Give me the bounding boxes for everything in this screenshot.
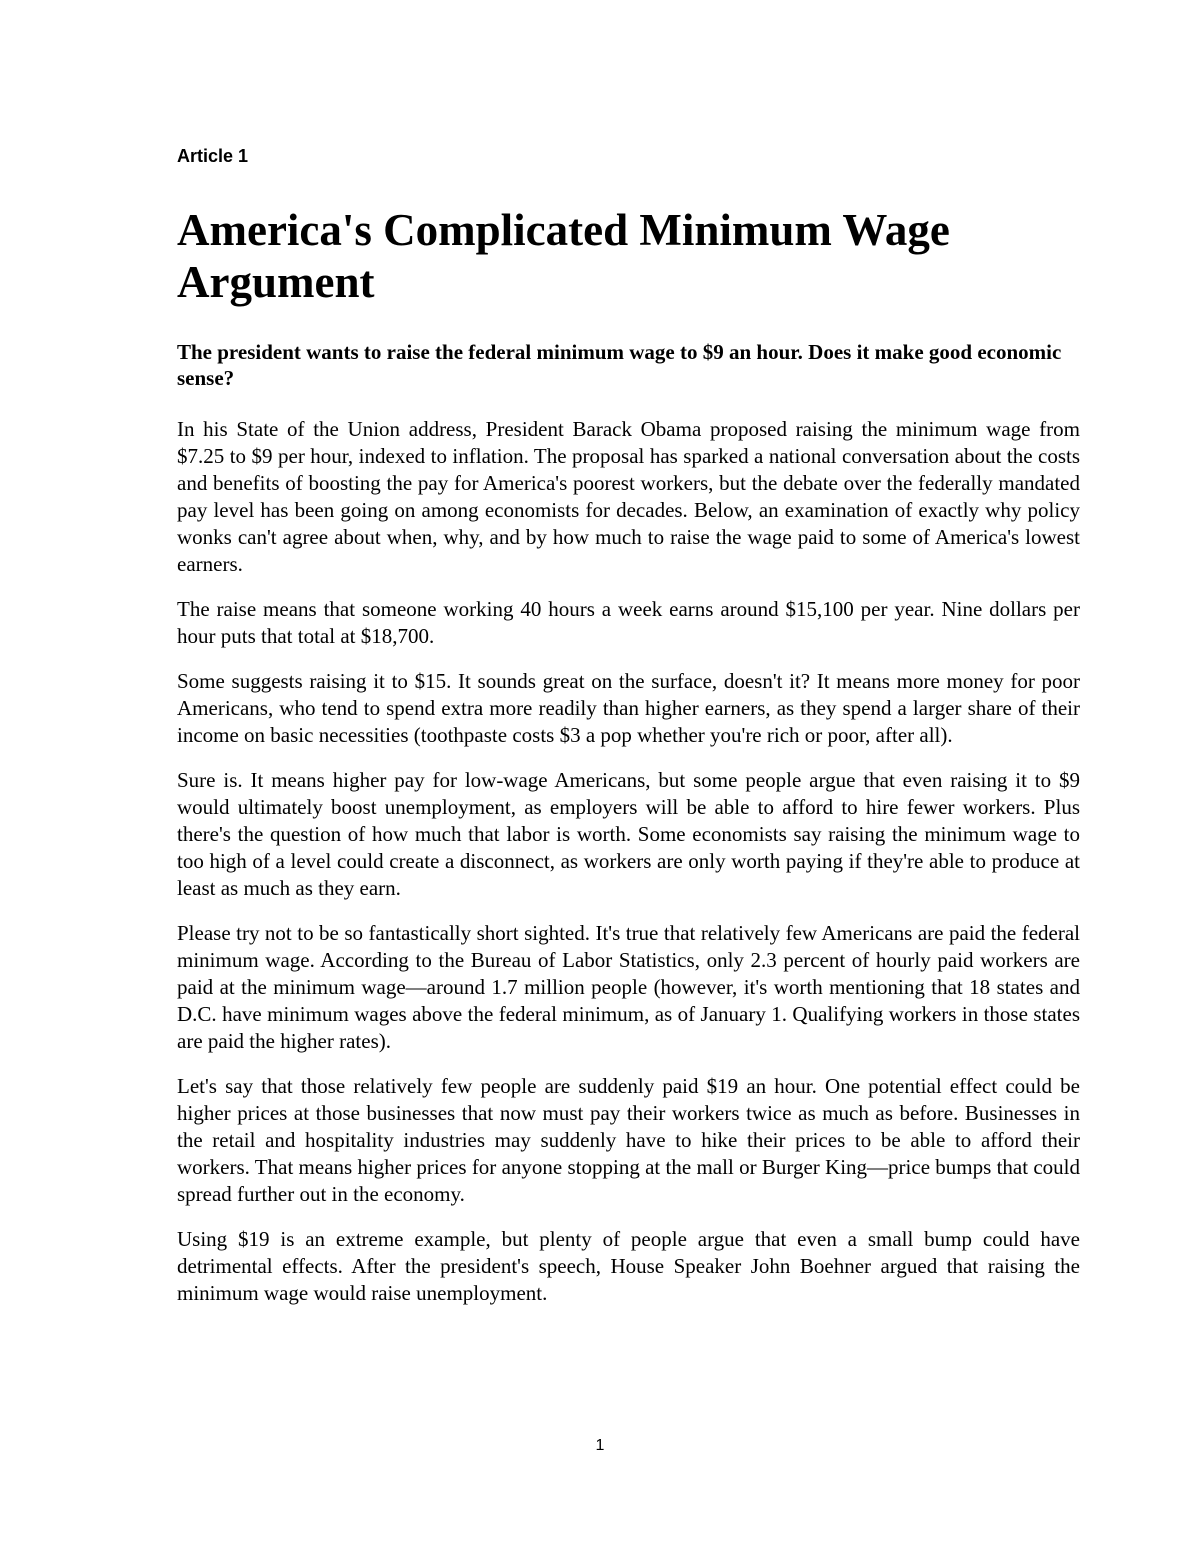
body-paragraph: Sure is. It means higher pay for low-wage Americans, but some people argue that even raising it to $9 would ultimately boost unemployment, as employers will be able to afford to hire fewer workers. Plus there's the question of how much that labor is worth. Some economists say raising the minimum wage to too high of a level could create a disconnect, as workers are only worth paying if they're able to produce at least as much as they earn. bbox=[177, 768, 1080, 900]
body-paragraph: Using $19 is an extreme example, but plenty of people argue that even a small bump could have detrimental effects. After the president's speech, House Speaker John Boehner argued that raising the minimum wage would raise unemployment. bbox=[177, 1227, 1080, 1305]
page-number: 1 bbox=[595, 1437, 605, 1454]
article-subtitle: The president wants to raise the federal minimum wage to $9 an hour. Does it make good economic sense? bbox=[177, 340, 1062, 390]
article-body bbox=[177, 416, 1080, 1325]
body-paragraph: In his State of the Union address, President Barack Obama proposed raising the minimum wage from $7.25 to $9 per hour, indexed to inflation. The proposal has sparked a national conversation about the costs and benefits of boosting the pay for America's poorest workers, but the debate over the federally mandated pay level has been going on among economists for decades. Below, an examination of exactly why policy wonks can't agree about when, why, and by how much to raise the wage paid to some of America's lowest earners. bbox=[177, 417, 1080, 576]
body-paragraph: Please try not to be so fantastically short sighted. It's true that relatively few Americans are paid the federal minimum wage. According to the Bureau of Labor Statistics, only 2.3 percent of hourly paid workers are paid at the minimum wage—around 1.7 million people (however, it's worth mentioning that 18 states and D.C. have minimum wages above the federal minimum, as of January 1. Qualifying workers in those states are paid the higher rates). bbox=[177, 921, 1080, 1053]
article-label: Article 1 bbox=[177, 146, 249, 166]
article-title: America's Complicated Minimum Wage Argument bbox=[177, 205, 950, 307]
body-paragraph: The raise means that someone working 40 hours a week earns around $15,100 per year. Nine dollars per hour puts that total at $18,700. bbox=[177, 597, 1080, 648]
body-paragraph: Some suggests raising it to $15. It sounds great on the surface, doesn't it? It means more money for poor Americans, who tend to spend extra more readily than higher earners, as they spend a larger share of their income on basic necessities (toothpaste costs $3 a pop whether you're rich or poor, after all). bbox=[177, 669, 1080, 747]
body-paragraph: Let's say that those relatively few people are suddenly paid $19 an hour. One potential effect could be higher prices at those businesses that now must pay their workers twice as much as before. Businesses in the retail and hospitality industries may suddenly have to hike their prices to be able to afford their workers. That means higher prices for anyone stopping at the mall or Burger King—price bumps that could spread further out in the economy. bbox=[177, 1074, 1080, 1206]
